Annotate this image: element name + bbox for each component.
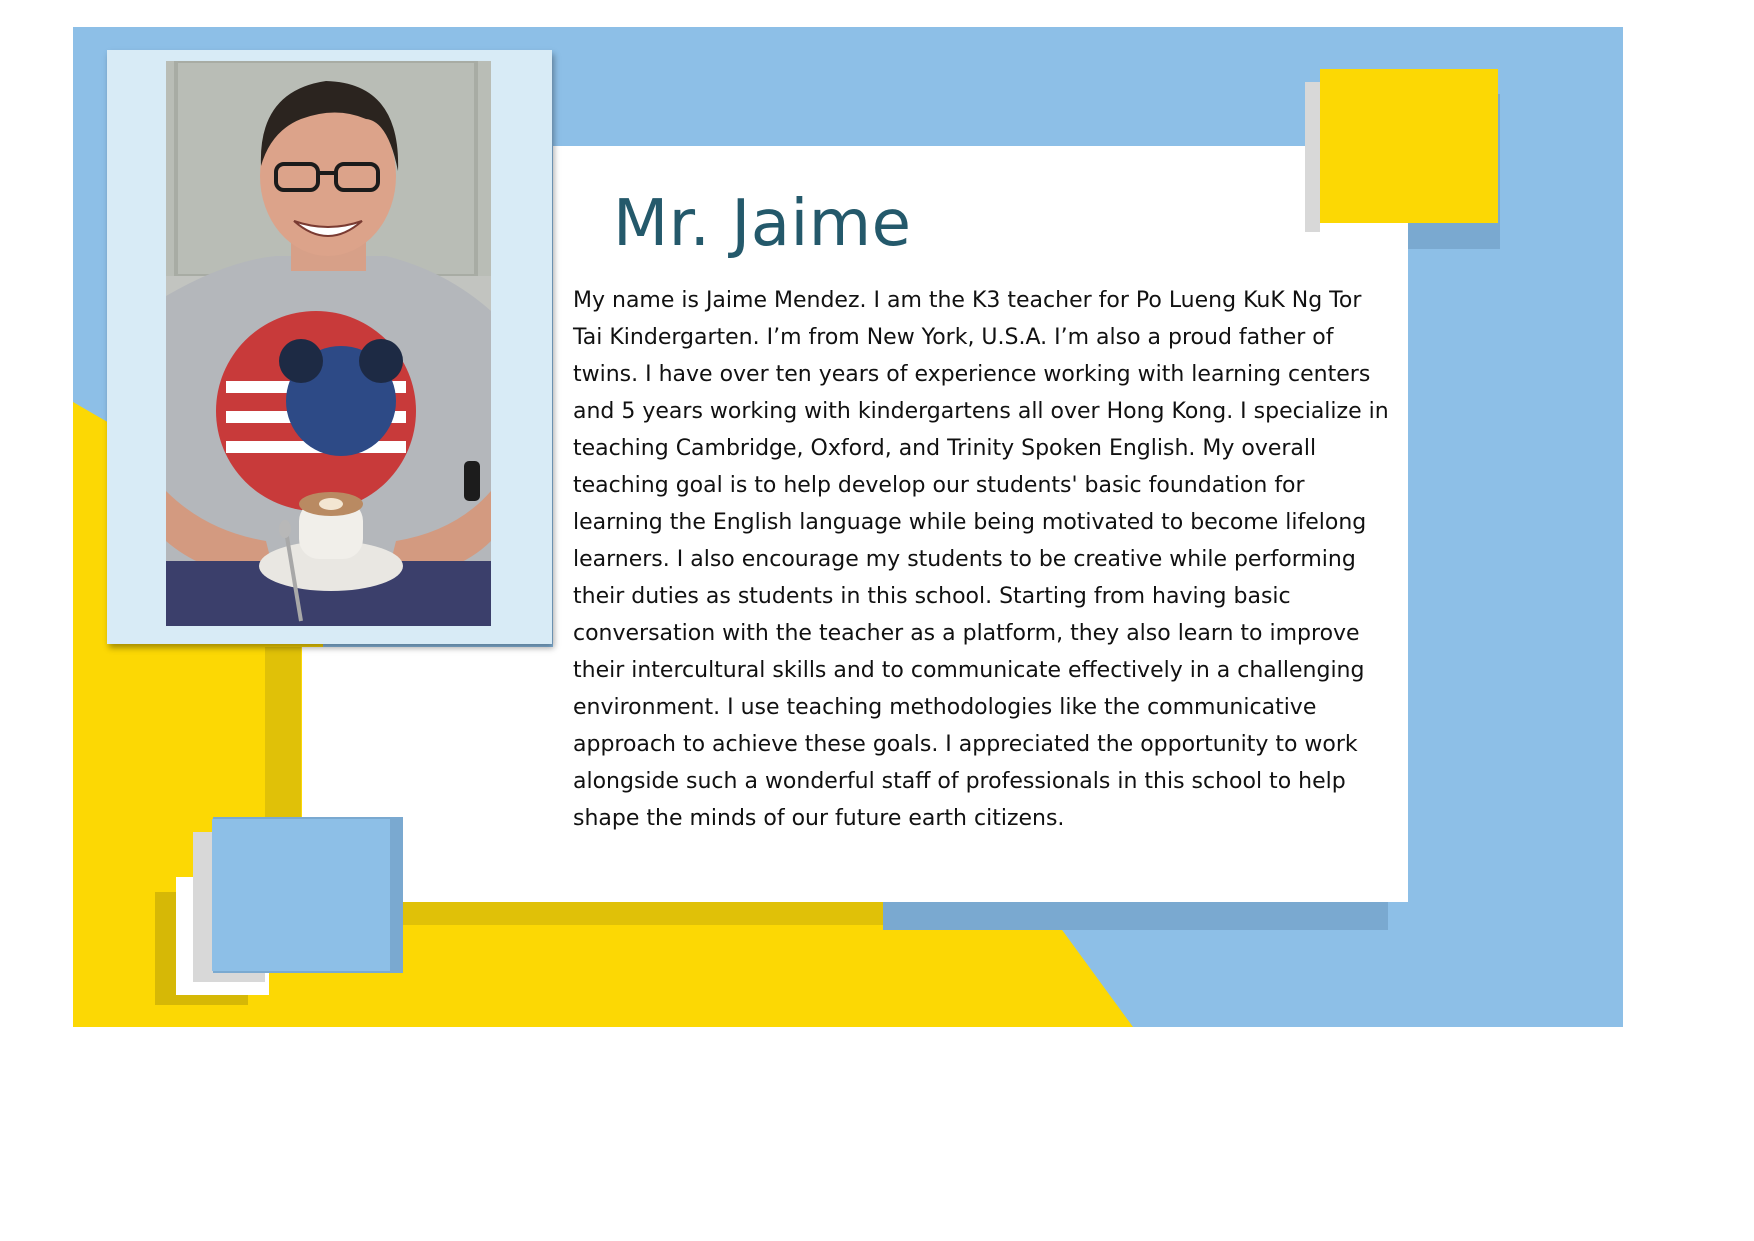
blue-square <box>212 819 390 971</box>
yellow-square <box>1320 69 1498 223</box>
teacher-photo <box>166 61 491 626</box>
teacher-name: Mr. Jaime <box>613 187 912 261</box>
yellow-square-shade <box>1305 82 1320 232</box>
teacher-bio: My name is Jaime Mendez. I am the K3 teacher for Po Lueng KuK Ng Tor Tai Kindergarten. I’m from New York, U.S.A. I’m also a proud father of twins. I have over ten years of experience working with learning centers and 5 years working with kindergartens all over Hong Kong. I specialize in teaching Cambridge, Oxford, and Trinity Spoken English. My overall teaching goal is to help develop our students' basic foundation for learning the English language while being motivated to become lifelong learners. I also encourage my students to be creative while performing their duties as students in this school. Starting from having basic conversation with the teacher as a platform, they also learn to improve their intercultural skills and to communicate effectively in a challenging environment. I use teaching methodologies like the communicative approach to achieve these goals. I appreciated the opportunity to work alongside such a wonderful staff of professionals in this school to help shape the minds of our future earth citizens. <box>573 288 1389 831</box>
photo-frame <box>107 50 552 644</box>
profile-card <box>73 27 1623 1027</box>
